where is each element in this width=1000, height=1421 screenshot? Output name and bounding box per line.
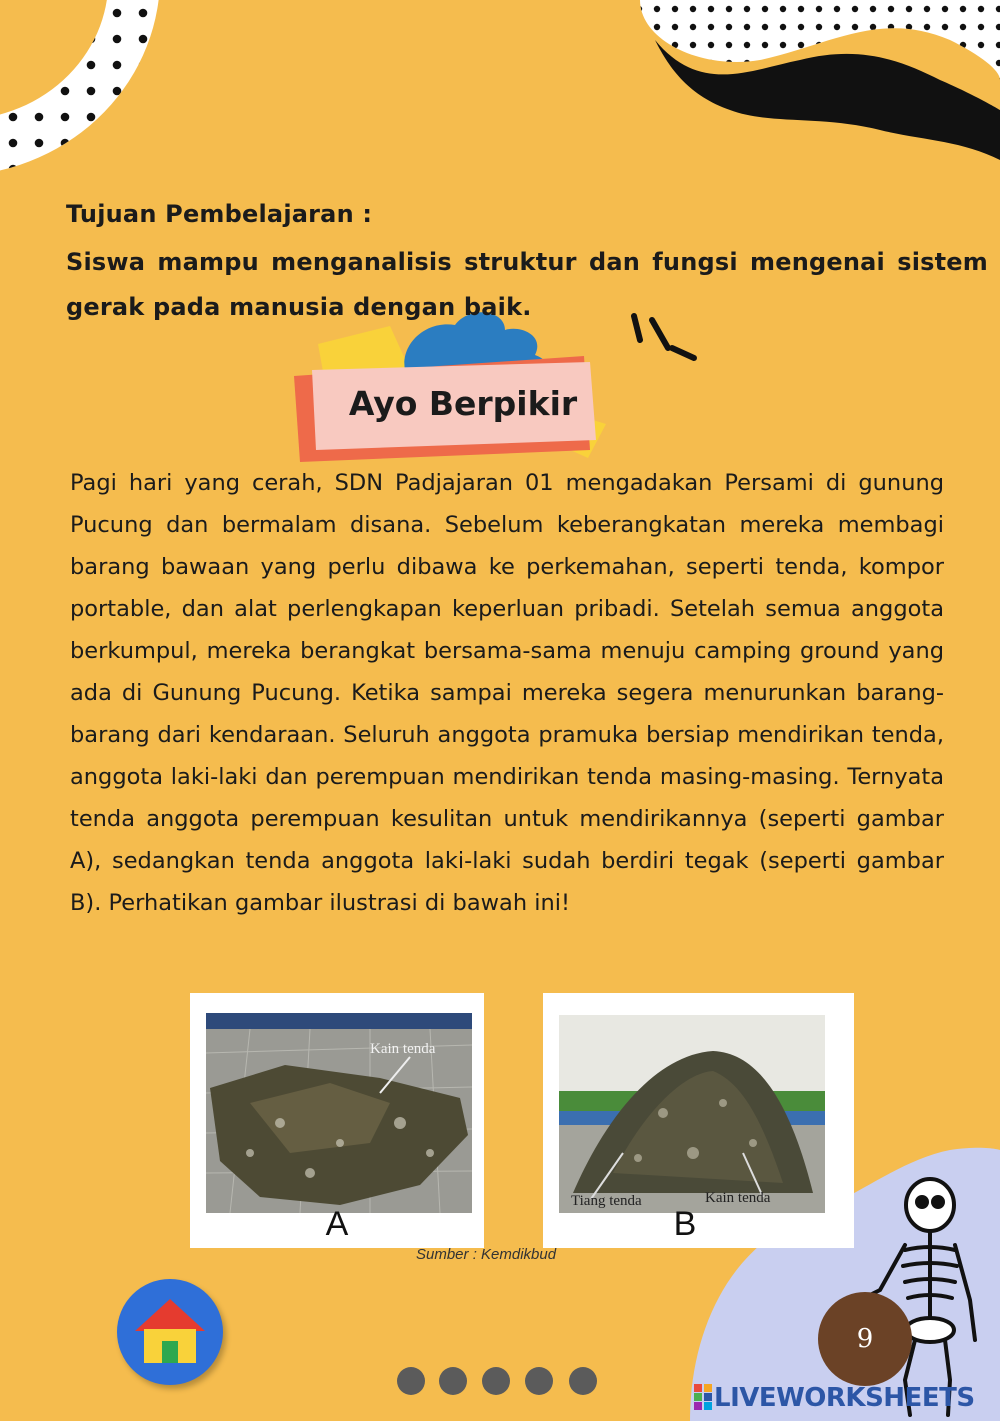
page-dot-1[interactable]	[397, 1367, 425, 1395]
wave-decoration	[640, 0, 1000, 160]
objective-text: Siswa mampu menganalisis struktur dan fungsi mengenai sistem gerak pada manusia dengan baik.	[66, 248, 988, 321]
figure-b-caption: B	[673, 1205, 697, 1243]
page-dot-4[interactable]	[525, 1367, 553, 1395]
figure-a-caption: A	[325, 1205, 349, 1243]
figure-b-label-tiang: Tiang tenda	[571, 1193, 642, 1209]
page-dot-2[interactable]	[439, 1367, 467, 1395]
dotted-ring-decoration	[0, 0, 160, 176]
page-dot-5[interactable]	[569, 1367, 597, 1395]
objective-label: Tujuan Pembelajaran :	[66, 200, 373, 228]
page-dot-3[interactable]	[482, 1367, 510, 1395]
page-number-badge	[818, 1292, 912, 1386]
brand-text: LIVEWORKSHEETS	[714, 1383, 975, 1413]
house-icon	[117, 1279, 223, 1385]
figure-b-label-kain: Kain tenda	[705, 1190, 771, 1206]
brand-logo[interactable]	[694, 1383, 975, 1413]
home-button[interactable]	[117, 1279, 223, 1385]
banner-title: Ayo Berpikir	[348, 384, 578, 423]
figure-a-label-kain: Kain tenda	[370, 1041, 436, 1057]
page-number: 9	[856, 1324, 874, 1354]
image-source: Sumber : Kemdikbud	[416, 1246, 557, 1263]
figure-b	[543, 993, 854, 1248]
story-text: Pagi hari yang cerah, SDN Padjajaran 01 mengadakan Persami di gunung Pucung dan bermalam disana. Sebelum keberangkatan mereka membagi barang bawaan yang perlu dibawa ke perkemahan, seperti tenda, kompor portable, dan alat perlengkapan keperluan pribadi. Setelah semua anggota berkumpul, mereka berangkat bersama-sama menuju camping ground yang ada di Gunung Pucung. Ketika sampai mereka segera menurunkan barang-barang dari kendaraan. Seluruh anggota pramuka bersiap mendirikan tenda, anggota laki-laki dan perempuan mendirikan tenda masing-masing. Ternyata tenda anggota perempuan kesulitan untuk mendirikannya (seperti gambar A), sedangkan tenda anggota laki-laki sudah berdiri tegak (seperti gambar B). Perhatikan gambar ilustrasi di bawah ini!	[70, 470, 944, 916]
liveworksheets-icon	[694, 1384, 712, 1410]
figure-a	[190, 993, 484, 1248]
